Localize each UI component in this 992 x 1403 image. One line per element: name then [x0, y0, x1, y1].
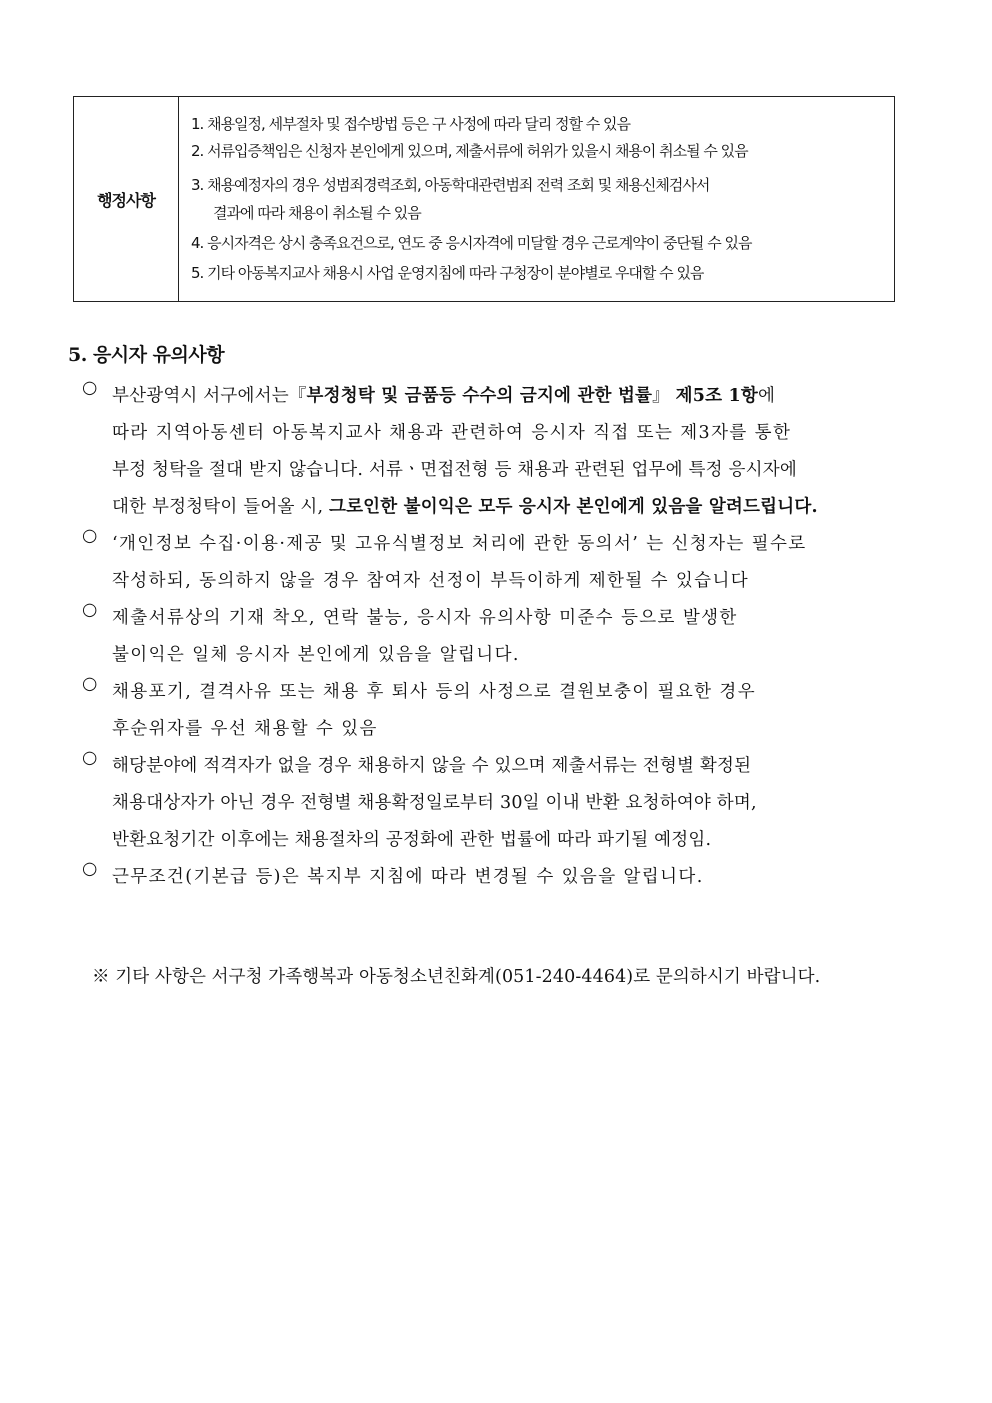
note-item	[82, 674, 932, 748]
circle-bullet: ○	[82, 859, 98, 879]
note-line: 부산광역시 서구에서는『부정청탁 및 금품등 수수의 금지에 관한 법률』 제5조 1항에	[112, 386, 776, 406]
note-line: 부정 청탁을 절대 받지 않습니다. 서류ㆍ면접전형 등 채용과 관련된 업무에 특정 응시자에	[112, 460, 797, 480]
note-item	[82, 748, 932, 859]
law-article: 제5조 1항	[675, 386, 759, 406]
applicant-notes	[82, 378, 932, 896]
circle-bullet: ○	[82, 674, 98, 694]
note-line: 근무조건(기본급 등)은 복지부 지침에 따라 변경될 수 있음을 알립니다.	[112, 867, 704, 887]
admin-notes-table	[73, 96, 895, 302]
note-line: 후순위자를 우선 채용할 수 있음	[112, 719, 378, 739]
note-line: 제출서류상의 기재 착오, 연락 불능, 응시자 유의사항 미준수 등으로 발생한	[112, 608, 738, 628]
law-name: 부정청탁 및 금품등 수수의 금지에 관한 법률	[306, 386, 653, 406]
note-line: 채용대상자가 아닌 경우 전형별 채용확정일로부터 30일 이내 반환 요청하여야 하며,	[112, 793, 757, 813]
circle-bullet: ○	[82, 748, 98, 768]
note-line: 채용포기, 결격사유 또는 채용 후 퇴사 등의 사정으로 결원보충이 필요한 경우	[112, 682, 757, 702]
note-line: ‘개인정보 수집·이용·제공 및 고유식별정보 처리에 관한 동의서’ 는 신청자는 필수로	[112, 534, 807, 554]
note-item	[82, 600, 932, 674]
circle-bullet: ○	[82, 600, 98, 620]
note-item	[82, 859, 932, 896]
note-line: 반환요청기간 이후에는 채용절차의 공정화에 관한 법률에 따라 파기될 예정임.	[112, 830, 712, 850]
note-item	[82, 526, 932, 600]
note-line: 대한 부정청탁이 들어올 시, 그로인한 불이익은 모두 응시자 본인에게 있음을 알려드립니다.	[112, 497, 818, 517]
note-line: 불이익은 일체 응시자 본인에게 있음을 알립니다.	[112, 645, 520, 665]
section-title: 5. 응시자 유의사항	[68, 344, 225, 366]
circle-bullet: ○	[82, 526, 98, 546]
circle-bullet: ○	[82, 378, 98, 398]
note-line: 작성하되, 동의하지 않을 경우 참여자 선정이 부득이하게 제한될 수 있습니다	[112, 571, 750, 591]
admin-content-cell	[179, 97, 894, 301]
admin-item: 3. 채용예정자의 경우 성범죄경력조회, 아동학대관련범죄 전력 조회 및 채용신체검사서	[191, 176, 710, 194]
admin-header-cell: 행정사항	[74, 97, 179, 301]
admin-item: 2. 서류입증책임은 신청자 본인에게 있으며, 제출서류에 허위가 있을시 채용이 취소될 수 있음	[191, 142, 748, 160]
note-line: 따라 지역아동센터 아동복지교사 채용과 관련하여 응시자 직접 또는 제3자를 통한	[112, 423, 792, 443]
warning-emphasis: 그로인한 불이익은 모두 응시자 본인에게 있음을 알려드립니다.	[328, 497, 818, 517]
admin-item: 5. 기타 아동복지교사 채용시 사업 운영지침에 따라 구청장이 분야별로 우대할 수 있음	[191, 264, 704, 282]
contact-footer: ※ 기타 사항은 서구청 가족행복과 아동청소년친화계(051-240-4464)로 문의하시기 바랍니다.	[92, 967, 821, 987]
note-line: 해당분야에 적격자가 없을 경우 채용하지 않을 수 있으며 제출서류는 전형별 확정된	[112, 756, 752, 776]
admin-item: 1. 채용일정, 세부절차 및 접수방법 등은 구 사정에 따라 달리 정할 수 있음	[191, 115, 631, 133]
admin-item: 결과에 따라 채용이 취소될 수 있음	[213, 204, 421, 222]
admin-item: 4. 응시자격은 상시 충족요건으로, 연도 중 응시자격에 미달할 경우 근로계약이 중단될 수 있음	[191, 234, 752, 252]
note-item	[82, 378, 932, 526]
